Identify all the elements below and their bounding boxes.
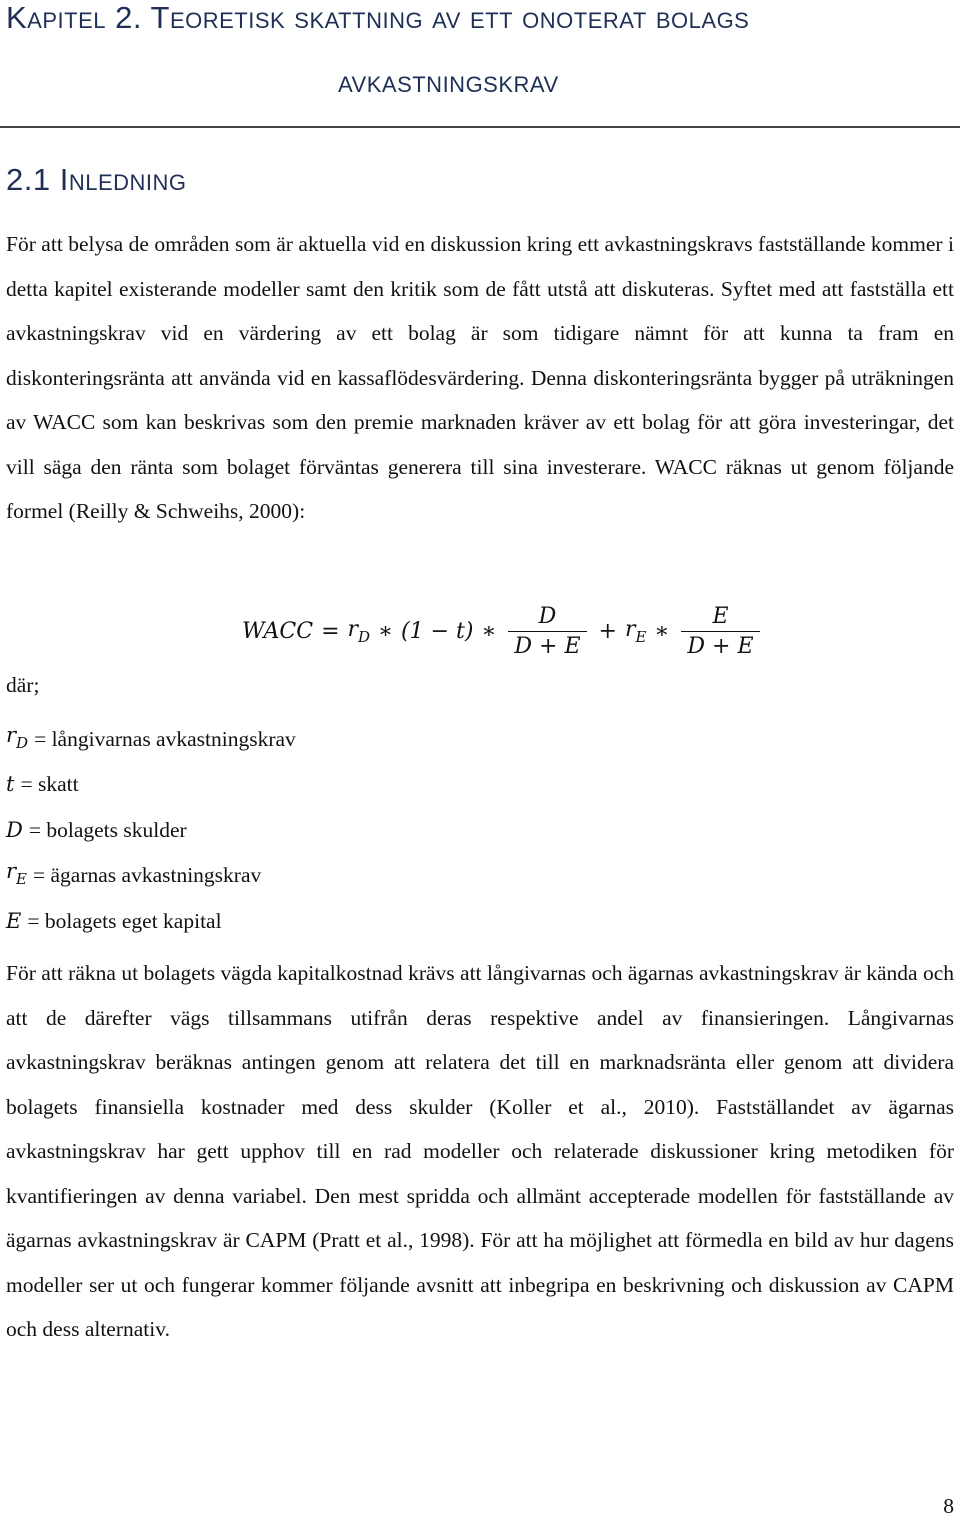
definition-symbol: $r_D$ [6, 722, 29, 752]
definition-rd [6, 716, 296, 762]
formula-times-1: ∗ [378, 618, 394, 644]
formula-re: $r_E$ [624, 616, 647, 646]
definition-text: = bolagets skulder [28, 817, 187, 842]
definition-text: = skatt [20, 772, 79, 797]
definition-re [6, 853, 296, 899]
where-label: där; [6, 673, 40, 697]
definition-symbol: D [6, 817, 23, 842]
formula-times-2: ∗ [481, 618, 497, 644]
formula-plus: + [598, 618, 617, 644]
definition-text: = långivarnas avkastningskrav [34, 726, 296, 751]
definition-text: = bolagets eget kapital [27, 908, 222, 933]
variable-definitions [6, 716, 296, 944]
formula-equals: = [321, 618, 340, 644]
fraction-numerator: E [712, 603, 729, 629]
formula-debt-fraction [508, 604, 586, 659]
paragraph-capital-cost: För att räkna ut bolagets vägda kapitalkostnad krävs att långivarnas och ägarnas avkastningskrav är kända och att de därefter vägs tillsammans utifrån deras respektive andel av finansieringen. Långivarnas avkastningskrav beräknas antingen genom att relatera det till en marknadsränta eller genom att dividera bolagets finansiella kostnader med dess skulder (Koller et al., 2010). Fastställandet av ägarnas avkastningskrav har gett upphov till en rad modeller och relaterade diskussioner kring metodiken för kvantifieringen av denna variabel. Den mest spridda och allmänt accepterade modellen för fastställande av ägarnas avkastningskrav är CAPM (Pratt et al., 1998). För att ha möjlighet att förmedla en bild av hur dagens modeller ser ut och fungerar kommer följande avsnitt att inbegripa en beskrivning och diskussion av CAPM och dess alternativ. [6, 961, 954, 1341]
definition-t [6, 762, 296, 808]
fraction-denominator: D + E [508, 631, 586, 659]
fraction-numerator: D [538, 603, 557, 629]
section-heading: 2.1 Inledning [6, 162, 187, 197]
definition-d [6, 807, 296, 853]
definition-symbol: E [6, 908, 22, 933]
formula-lhs: WACC [242, 618, 314, 644]
formula-rd: $r_D$ [347, 616, 371, 646]
fraction-denominator: D + E [681, 631, 759, 659]
page-number: 8 [943, 1494, 954, 1518]
wacc-formula [242, 596, 764, 666]
formula-times-3: ∗ [654, 618, 670, 644]
heading-divider [0, 126, 960, 128]
formula-tax-term: (1 − t) [401, 618, 474, 644]
definition-text: = ägarnas avkastningskrav [33, 863, 262, 888]
paragraph-intro: För att belysa de områden som är aktuella vid en diskussion kring ett avkastningskravs fastställande kommer i detta kapitel existerande modeller samt den kritik som de fått utstå att diskuteras. Syftet med att fastställa ett avkastningskrav vid en värdering av ett bolag är som tidigare nämnt för att kunna ta fram en diskonteringsränta att använda vid en kassaflödesvärdering. Denna diskonteringsränta bygger på uträkningen av WACC som kan beskrivas som den premie marknaden kräver av ett bolag för att göra investeringar, det vill säga den ränta som bolaget förväntas generera till sina investerare. WACC räknas ut genom följande formel (Reilly & Schweihs, 2000): [6, 232, 954, 523]
definition-symbol: t [6, 772, 15, 797]
definition-e [6, 898, 296, 944]
definition-symbol: $r_E$ [6, 859, 27, 889]
formula-equity-fraction [681, 604, 759, 659]
chapter-title-line-1: Kapitel 2. Teoretisk skattning av ett onoterat bolags [6, 0, 750, 35]
chapter-title-line-2: avkastningskrav [338, 64, 559, 99]
